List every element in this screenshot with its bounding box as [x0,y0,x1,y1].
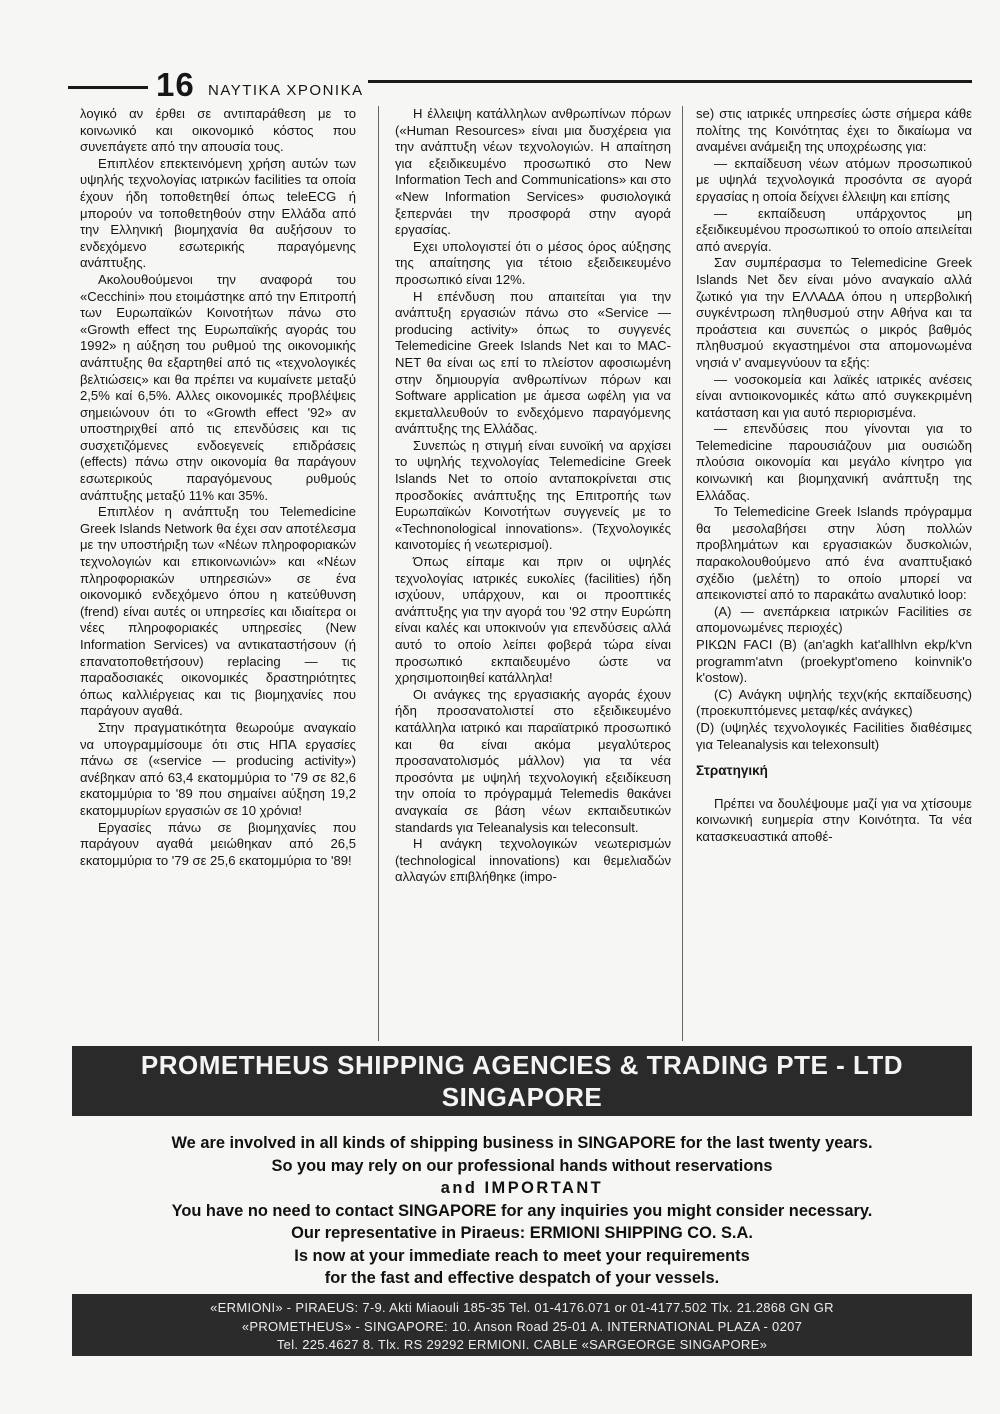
paragraph: Επιπλέον η ανάπτυξη του Telemedicine Greek Islands Network θα έχει σαν αποτέλεσμα με την υποστήριξη των «Νέων πληροφοριακών τεχνολογιών και επικοινωνιών» και «Νέων πληροφοριακών υπηρεσιών» σε ένα οικονομικό ενδεχόμενο όπου η κατεύθυνση (frend) είναι αυτές οι υπηρεσίες και ιδιαίτερα οι νέες πληροφοριακές υπηρεσίες (New Information Services) να αντικαταστήσουν (ή επανατοποθετήσουν) replacing — τις παραδοσιακές οικονομικές δραστηριότητες όπως καλλιέργειας και τις βιομηχανίες που παράγουν αγαθά. [80,504,356,719]
ad-contact-line: Tel. 225.4627 8. Tlx. RS 29292 ERMIONI. CABLE «SARGEORGE SINGAPORE» [276,1337,768,1352]
paragraph: se) στις ιατρικές υπηρεσίες ώστε σήμερα κάθε πολίτης της Κοινότητας έχει το δικαίωμα να αναμένει ανάμειξη της υποχρέωσης για: [696,106,972,155]
paragraph: Η επένδυση που απαιτείται για την ανάπτυξη εργασιών πάνω στο «Service — producing activity» όπως το συγγενές Telemedicine Greek Islands Net και το MAC-NET θα είναι ως επί το πλείστον αφοσιωμένη στην δημιουργία ανθρωπίνων πόρων και Software application με άμεσα ωφέλη για να εκμεταλλευθούν το ενδεχόμενο παραγόμενης ανάπτυξης της Ελλάδας. [395,288,671,437]
article-column-3 [696,106,972,1046]
paragraph: ΡΙΚΩΝ FACI (B) (an'agkh kat'allhlvn ekp/k'vn programm'atvn (proekypt'omeno koinvnik'o k'ostow). [696,637,972,686]
paragraph: — εκπαίδευση υπάρχοντος μη εξειδικευμένου προσωπικού το οποίο απειλείται από ανεργία. [696,205,972,254]
ad-banner [72,1046,972,1116]
paragraph: Εργασίες πάνω σε βιομηχανίες που παράγουν αγαθά μειώθηκαν από 26,5 εκατομμύρια το '79 σε 25,6 εκατομμύρια το '89! [80,819,356,868]
ad-body-line: You have no need to contact SINGAPORE for any inquiries you might consider necessary. [171,1201,873,1220]
paragraph: Η έλλειψη κατάλληλων ανθρωπίνων πόρων («Human Resources» είναι μια δυσχέρεια για την ανάπτυξη νέων τεχνολογιών. Η απαίτηση για εξειδικευμένο προσωπικό στο New Information Tech and Communications» και στο «New Information Services» φυσιολογικά ξεπερνάει την προσφορά στην αγορά εργασίας. [395,106,671,238]
paragraph: Οι ανάγκες της εργασιακής αγοράς έχουν ήδη προσανατολιστεί στο εξειδικευμένο κατάλληλα ιατρικό και παραϊατρικό προσωπικό και θα είναι ακόμα μεγαλύτερος προσανατολισμός μάλλον) για τα νέα προσόντα με υψηλή τεχνολογική εξειδίκευση την οποία το πρόγραμμά Telemedis θακάνει αναγκαία σε βάση νέων εκπαιδευτικών standards για Teleanalysis και teleconsult. [395,686,671,835]
paragraph: — επενδύσεις που γίνονται για το Telemedicine παρουσιάζουν μια ουσιώδη πλούσια οικονομία και μεγάλο κίνητρο για κοινωνική και βιομηχανική ανάπτυξη της Ελλάδας. [696,421,972,503]
column-divider [682,106,683,1041]
ad-body [72,1132,972,1290]
paragraph: (C) Ανάγκη υψηλής τεχν(κής εκπαίδευσης) (προεκυπτόμενες μεταφ/κές ανάγκες) [696,686,972,719]
ad-body-line: for the fast and effective despatch of your vessels. [324,1269,720,1287]
paragraph: λογικό αν έρθει σε αντιπαράθεση με το κοινωνικό και οικονομικό κόστος που συνεπάγετε από την απουσία τους. [80,106,356,155]
column-divider [378,106,379,1041]
paragraph: Πρέπει να δουλέψουμε μαζί για να χτίσουμε κοινωνική ευημερία στην Κοινότητα. Τα νέα κατασκευαστικά αποθέ- [696,795,972,844]
page-number: 16 [156,66,195,103]
paragraph: — νοσοκομεία και λαϊκές ιατρικές ανέσεις είναι αντιοικονομικές κάτω από συγκεκριμένη κατάσταση και για αυτό περιορισμένα. [696,371,972,420]
ad-body-line: Our representative in Piraeus: ERMIONI SHIPPING CO. S.A. [291,1224,753,1242]
ad-body-line: We are involved in all kinds of shipping business in SINGAPORE for the last twenty years. [171,1134,873,1152]
paragraph: Όπως είπαμε και πριν οι υψηλές τεχνολογίας ιατρικές ευκολίες (facilities) ήδη ισχύουν, υπάρχουν, και οι προοπτικές ανάπτυξης για την αγορά του '92 στην Ευρώπη είναι καλές και υποκινούν για επενδύσεις αλλά αυτό το οποίο λείπει φοβερά τώρα είναι προσωπικό εκπαιδευμένο ώστε να χρησιμοποιηθεί κατάλληλα! [395,554,671,686]
ad-company-location: SINGAPORE [441,1082,603,1112]
ad-contact-footer [72,1294,972,1356]
paragraph: (Α) — ανεπάρκεια ιατρικών Facilities σε απομονωμένες περιοχές) [696,603,972,636]
paragraph: Σαν συμπέρασμα το Telemedicine Greek Islands Net δεν είναι μόνο αναγκαίο αλλά ζωτικό για την ΕΛΛΑΔΑ όπου η υπερβολική συγκέντρωση πληθυσμού στην Αθήνα και τα προάστεια και συνεπώς ο μικρός βαθμός πληθυσμού εκγαστημένοι στα απομονωμένα νησιά ν' αναμεγνύουν τα εξής: [696,255,972,370]
ad-body-line: and IMPORTANT [440,1179,604,1197]
paragraph: (D) (υψηλές τεχνολογικές Facilities διαθέσιμες για Teleanalysis και telexonsult) [696,719,972,752]
paragraph: Εχει υπολογιστεί ότι ο μέσος όρος αύξησης της απαίτησης για τέτοιο εξειδεικευμένο προσωπικό είναι 12%. [395,238,671,287]
article-column-1 [80,106,356,1046]
paragraph: Το Telemedicine Greek Islands πρόγραμμα θα μεσολαβήσει στην λύση πολλών προβλημάτων και εργασιακών δυσκολιών, παρακολουθούμενο από ένα αναπτυξιακό σχέδιο (μελέτη) το οποίο μπορεί να απεικονιστεί από το παρακάτω αναλυτικό loop: [696,504,972,603]
ad-body-line: Is now at your immediate reach to meet your requirements [294,1246,750,1265]
article-columns [72,106,972,1046]
header-rule-right [368,80,972,83]
paragraph: Συνεπώς η στιγμή είναι ευνοϊκή να αρχίσει το υψηλής τεχνολογίας Telemedicine Greek Islands Net το οποίο ανταποκρίνεται στις προσδοκίες ανάπτυξης της Επιτροπής των Ευρωπαϊκών Κοινοτήτων συγγενείς με το «Technonological innovations». (Τεχνολογικές καινοτομίες ή νεωτερισμοί). [395,437,671,553]
ad-company-name: PROMETHEUS SHIPPING AGENCIES & TRADING PTE - LTD [140,1050,904,1080]
paragraph: Στην πραγματικότητα θεωρούμε αναγκαίο να υπογραμμίσουμε ότι στις ΗΠΑ εργασίες πάνω σε («service — producing activity») ανέβηκαν από 63,4 εκατομμύρια το '79 σε 82,6 εκατομμύρια το '89 που σημαίνει αύξηση 19,2 εκατομμυρίων εργασιών σε 10 χρόνια! [80,719,356,818]
ad-body-line: So you may rely on our professional hands without reservations [271,1156,773,1175]
article-column-2 [395,106,671,1046]
header-rule-left [68,86,148,89]
ad-contact-line: «PROMETHEUS» - SINGAPORE: 10. Anson Road 25-01 A. INTERNATIONAL PLAZA - 0207 [241,1318,803,1334]
paragraph: Η ανάγκη τεχνολογικών νεωτερισμών (technological innovations) και θεμελιαδών αλλαγών επιβλήθηκε (impo- [395,836,671,885]
page-header [68,66,972,106]
paragraph: Επιπλέον επεκτεινόμενη χρήση αυτών των υψηλής τεχνολογίας ιατρικών facilities τα οποία έχουν ήδη τοποθετηθεί όπως teleECG ή μπορούν να τοποθετηθούν στην Ελλάδα από την Ελληνική βιομηχανία θα αυξήσουν το ενδεχόμενο εσωτερικής παραγόμενης ανάπτυξης. [80,155,356,271]
publication-title: ΝΑΥΤΙΚΑ ΧΡΟΝΙΚΑ [208,82,364,99]
paragraph: — εκπαίδευση νέων ατόμων προσωπικού με υψηλά τεχνολογικά προσόντα σε αγορά εργασίας η οποία δείχνει έλλειψη και επίσης [696,155,972,204]
paragraph: Ακολουθούμενοι την αναφορά του «Cecchini» που ετοιμάστηκε από την Επιτροπή των Ευρωπαϊκών Κοινοτήτων πάνω στο «Growth effect της Ευρωπαϊκής αγοράς του 1992» η αύξηση του ρυθμού της οικονομικής ανάπτυξης θα εξαρτηθεί από τις «τεχνολογικές βελτιώσεις» και θα πρέπει να κυμαίνετε μεταξύ 2,5% καί 6,5%. Αλλες οικονομικές προβλέψεις σημειώνουν ότι το «Growth effect '92» αν υποστηριχθεί από τις επενδύσεις και τις συσχετιζόμενες ενδοεγενείς επιδράσεις (effects) πάνω στην οικονομία θα παράγουν εσωτερικούς παραγόμενους ρυθμούς ανάπτυξης μεταξύ 11% και 35%. [80,271,356,503]
section-heading: Στρατηγική [696,763,768,779]
ad-contact-line: «ERMIONI» - PIRAEUS: 7-9. Akti Miaouli 185-35 Tel. 01-4176.071 or 01-4177.502 Tlx. 21.2868 GN GR [210,1300,834,1315]
